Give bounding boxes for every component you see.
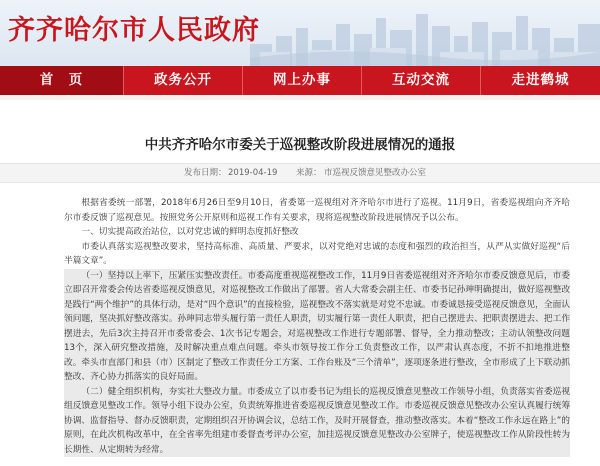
paragraph: 市委认真落实巡视整改要求，坚持高标准、高质量、严要求，以对党绝对忠诚的态度和强烈的政治担当，从严从实做好巡视“后半篇文章”。 [64, 241, 570, 266]
source-label: 来源： [296, 168, 322, 178]
city-skyline-illustration [250, 6, 600, 66]
paragraph: 根据省委统一部署，2018年6月26日至9月10日，省委第一巡视组对齐齐哈尔市进行了巡视。11月9日，省委巡视组向齐齐哈尔市委反馈了巡视意见。按照党务公开原则和巡视工作有关要求，现将巡视整改阶段进展情况予以公布。 [64, 198, 570, 223]
divider [0, 95, 600, 100]
paragraph: （一）坚持以上率下，压紧压实整改责任。市委高度重视巡视整改工作，11月9日省委巡视组对齐齐哈尔市委反馈意见后，市委立即召开常委会传达省委巡视反馈意见，对巡视整改工作做出了部署。省人大常委会副主任、市委书记孙珅明确提出，做好巡视整改是践行“两个维护”的具体行动，是对“四个意识”的直接检验，巡视整改不落实就是对党不忠诚。市委诚恳接受巡视反馈意见，全面认领问题，坚决抓好整改落实。孙珅同志带头履行第一责任人职责，切实履行第一责任人职责，把自己摆进去、把职责摆进去、把工作摆进去，先后3次主持召开市委常委会、1次书记专题会，对巡视整改工作进行专题部署、督导，全力推动整改；主动认领整改问题13个，深入研究整改措施，及时解决重点难点问题。牵头市领导按工作分工负责整改工作，以严肃认真态度，不折不扣地推进整改。牵头市直部门和县（市）区制定了整改工作责任分工方案、工作台账及“三个清单”，逐项逐条进行整改，全市形成了上下联动抓整改、齐心协力抓落实的良好局面。 [64, 269, 570, 385]
source-value: 市巡视反馈意见整改办公室 [324, 168, 427, 178]
article-title: 中共齐齐哈尔市委关于巡视整改阶段进展情况的通报 [144, 137, 456, 153]
nav-item-home[interactable]: 首 页 [0, 66, 124, 95]
publish-date: 2019-04-19 [228, 168, 278, 178]
publish-date-label: 发布日期： [184, 168, 227, 178]
nav-item-interaction[interactable]: 互动交流 [362, 66, 481, 95]
article-body [64, 196, 570, 457]
site-title[interactable]: 齐齐哈尔市人民政府 [8, 15, 260, 46]
main-navigation [0, 66, 600, 95]
article-meta-bar [0, 163, 600, 183]
nav-item-online-services[interactable]: 网上办事 [243, 66, 362, 95]
paragraph: （二）健全组织机构，夯实社大整改力量。市委成立了以市委书记为组长的巡视反馈意见整改工作领导小组，负责落实省委巡视组反馈意见整改工作。领导小组下设办公室，负责统筹推进省委巡视反馈意见整改工作。市委巡视反馈意见整改办公室认真履行统筹协调、监督指导、督办反馈职责，定期组织召开协调会议，总结工作，及时开展督查，推动整改落实。本着“整改工作永远在路上”的原则，在此次机构改革中，在全省率先组建市委督查考评办公室，加挂巡视反馈意见整改办公室牌子，使巡视整改工作从阶段性转为长期性、从定期转为经常。 [64, 385, 570, 458]
section-heading: 一、切实提高政治站位，以对党忠诚的鲜明态度抓好整改 [81, 227, 299, 237]
site-header [0, 0, 600, 66]
nav-item-crane-city[interactable]: 走进鹤城 [511, 72, 570, 88]
nav-item-gov-affairs[interactable]: 政务公开 [124, 66, 243, 95]
